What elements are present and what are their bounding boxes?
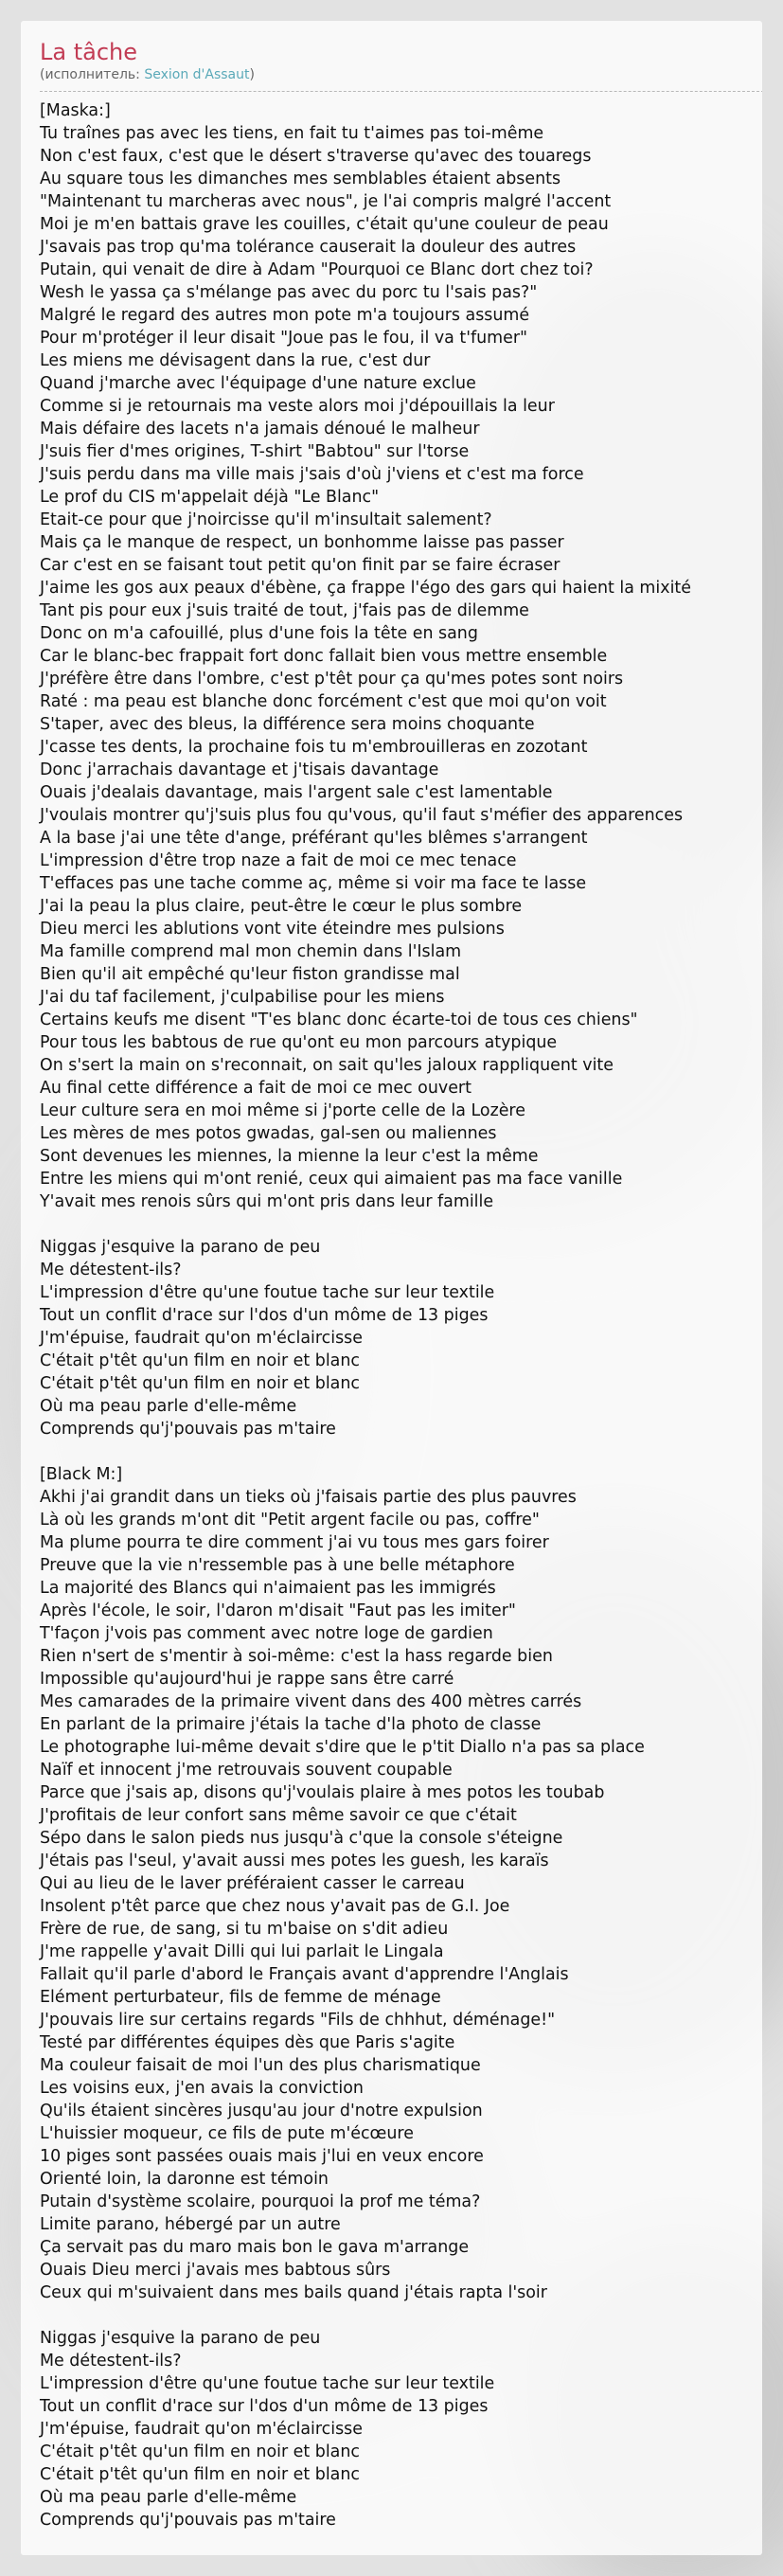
lyrics-line: La majorité des Blancs qui n'aimaient pas les immigrés xyxy=(40,1579,496,1598)
performer-link[interactable]: Sexion d'Assaut xyxy=(144,67,250,82)
lyrics-line: Raté : ma peau est blanche donc forcément c'est que moi qu'on voit xyxy=(40,692,607,711)
lyrics-line: On s'sert la main on s'reconnait, on sait qu'les jaloux rappliquent vite xyxy=(40,1056,614,1075)
lyrics-line: Putain, qui venait de dire à Adam "Pourquoi ce Blanc dort chez toi? xyxy=(40,260,594,279)
lyrics-line: Testé par différentes équipes dès que Paris s'agite xyxy=(40,2033,455,2052)
lyrics-line: Frère de rue, de sang, si tu m'baise on s'dit adieu xyxy=(40,1920,449,1939)
lyrics-line: C'était p'têt qu'un film en noir et blanc xyxy=(40,1374,360,1393)
lyrics-line: Qui au lieu de le laver préféraient casser le carreau xyxy=(40,1874,465,1893)
lyrics-line: J'suis perdu dans ma ville mais j'sais d'où j'viens et c'est ma force xyxy=(40,465,584,484)
lyrics-line: Qu'ils étaient sincères jusqu'au jour d'notre expulsion xyxy=(40,2102,483,2120)
lyrics-line: Mais ça le manque de respect, un bonhomme laisse pas passer xyxy=(40,533,564,552)
lyrics-line: Car c'est en se faisant tout petit qu'on finit par se faire écraser xyxy=(40,556,561,575)
lyrics-line: Ça servait pas du maro mais bon le gava m'arrange xyxy=(40,2238,470,2257)
lyrics-line: Impossible qu'aujourd'hui je rappe sans être carré xyxy=(40,1670,454,1689)
lyrics-line: Où ma peau parle d'elle-même xyxy=(40,1397,297,1416)
lyrics-line: T'façon j'vois pas comment avec notre loge de gardien xyxy=(40,1624,493,1643)
lyrics-line: Comme si je retournais ma veste alors moi j'dépouillais la leur xyxy=(40,397,555,416)
lyrics-blank-line xyxy=(40,1440,759,1463)
lyrics-line: C'était p'têt qu'un film en noir et blanc xyxy=(40,1351,360,1370)
lyrics-line: J'm'épuise, faudrait qu'on m'éclaircisse xyxy=(40,1329,363,1348)
lyrics-line: Leur culture sera en moi même si j'porte celle de la Lozère xyxy=(40,1101,525,1120)
lyrics-line: Donc on m'a cafouillé, plus d'une fois la tête en sang xyxy=(40,624,478,643)
lyrics-line: J'ai la peau la plus claire, peut-être le cœur le plus sombre xyxy=(40,897,523,916)
lyrics-line: Les mères de mes potos gwadas, gal-sen ou maliennes xyxy=(40,1124,497,1143)
lyrics-line: Tout un conflit d'race sur l'dos d'un môme de 13 piges xyxy=(40,1306,489,1325)
lyrics-line: Mais défaire des lacets n'a jamais dénoué le malheur xyxy=(40,420,480,438)
lyrics-line: Niggas j'esquive la parano de peu xyxy=(40,1238,321,1257)
lyrics-line: Me détestent-ils? xyxy=(40,2352,182,2370)
performer-label: исполнитель: xyxy=(44,67,140,82)
lyrics-line: J'voulais montrer qu'j'suis plus fou qu'vous, qu'il faut s'méfier des apparences xyxy=(40,806,684,825)
lyrics-line: Limite parano, hébergé par un autre xyxy=(40,2215,341,2234)
lyrics-line: [Black M:] xyxy=(40,1465,123,1484)
lyrics-line: L'impression d'être trop naze a fait de moi ce mec tenace xyxy=(40,851,517,870)
lyrics-line: C'était p'têt qu'un film en noir et blanc xyxy=(40,2442,360,2461)
lyrics-line: Où ma peau parle d'elle-même xyxy=(40,2488,297,2507)
lyrics-line: Le photographe lui-même devait s'dire que le p'tit Diallo n'a pas sa place xyxy=(40,1738,645,1757)
lyrics-line: Y'avait mes renois sûrs qui m'ont pris dans leur famille xyxy=(40,1192,494,1211)
lyrics-line: L'impression d'être qu'une foutue tache sur leur textile xyxy=(40,2374,495,2393)
lyrics-line: Moi je m'en battais grave les couilles, c'était qu'une couleur de peau xyxy=(40,215,609,234)
lyrics-line: Donc j'arrachais davantage et j'tisais davantage xyxy=(40,760,439,779)
lyrics-line: Putain d'système scolaire, pourquoi la prof me téma? xyxy=(40,2192,481,2211)
lyrics-line: Les voisins eux, j'en avais la conviction xyxy=(40,2079,364,2098)
lyrics-line: Ouais Dieu merci j'avais mes babtous sûrs xyxy=(40,2261,391,2280)
lyrics-line: Car le blanc-bec frappait fort donc fallait bien vous mettre ensemble xyxy=(40,647,608,666)
lyrics-line: Rien n'sert de s'mentir à soi-même: c'est la hass regarde bien xyxy=(40,1647,553,1666)
lyrics-line: Ceux qui m'suivaient dans mes bails quand j'étais rapta l'soir xyxy=(40,2283,547,2302)
lyrics-line: J'aime les gos aux peaux d'ébène, ça frappe l'égo des gars qui haient la mixité xyxy=(40,579,691,598)
lyrics-line: Preuve que la vie n'ressemble pas à une belle métaphore xyxy=(40,1556,515,1575)
lyrics-line: J'profitais de leur confort sans même savoir ce que c'était xyxy=(40,1806,517,1825)
lyrics-line: Niggas j'esquive la parano de peu xyxy=(40,2329,321,2348)
lyrics-text xyxy=(21,92,762,2531)
lyrics-line: Après l'école, le soir, l'daron m'disait "Faut pas les imiter" xyxy=(40,1601,516,1620)
lyrics-line: S'taper, avec des bleus, la différence sera moins choquante xyxy=(40,715,535,734)
lyrics-line: C'était p'têt qu'un film en noir et blanc xyxy=(40,2465,360,2484)
lyrics-line: L'huissier moqueur, ce fils de pute m'écœure xyxy=(40,2124,414,2143)
lyrics-blank-line xyxy=(40,1213,759,1236)
lyrics-line: Le prof du CIS m'appelait déjà "Le Blanc" xyxy=(40,488,380,507)
lyrics-line: Tu traînes pas avec les tiens, en fait tu t'aimes pas toi-même xyxy=(40,124,544,143)
lyrics-line: A la base j'ai une tête d'ange, préférant qu'les blêmes s'arrangent xyxy=(40,829,588,848)
lyrics-line: J'casse tes dents, la prochaine fois tu m'embrouilleras en zozotant xyxy=(40,738,588,757)
lyrics-line: Tant pis pour eux j'suis traité de tout, j'fais pas de dilemme xyxy=(40,601,529,620)
lyrics-line: Ma couleur faisait de moi l'un des plus charismatique xyxy=(40,2056,481,2075)
lyrics-line: Dieu merci les ablutions vont vite éteindre mes pulsions xyxy=(40,920,505,939)
lyrics-line: Bien qu'il ait empêché qu'leur fiston grandisse mal xyxy=(40,965,460,984)
lyrics-line: Au final cette différence a fait de moi ce mec ouvert xyxy=(40,1079,472,1098)
lyrics-card xyxy=(21,21,762,2555)
lyrics-line: Parce que j'sais ap, disons qu'j'voulais plaire à mes potos les toubab xyxy=(40,1783,605,1802)
lyrics-line: Insolent p'têt parce que chez nous y'avait pas de G.I. Joe xyxy=(40,1897,510,1916)
lyrics-line: Ma plume pourra te dire comment j'ai vu tous mes gars foirer xyxy=(40,1533,549,1552)
lyrics-line: T'effaces pas une tache comme aç, même si voir ma face te lasse xyxy=(40,874,587,893)
song-title: La tâche xyxy=(40,39,137,65)
lyrics-line: 10 piges sont passées ouais mais j'lui en veux encore xyxy=(40,2147,484,2166)
lyrics-line: J'préfère être dans l'ombre, c'est p'têt pour ça qu'mes potes sont noirs xyxy=(40,670,624,689)
lyrics-line: Là où les grands m'ont dit "Petit argent facile ou pas, coffre" xyxy=(40,1511,540,1530)
lyrics-line: Etait-ce pour que j'noircisse qu'il m'insultait salement? xyxy=(40,510,492,529)
lyrics-line: Mes camarades de la primaire vivent dans des 400 mètres carrés xyxy=(40,1692,582,1711)
lyrics-line: Pour m'protéger il leur disait "Joue pas le fou, il va t'fumer" xyxy=(40,329,528,348)
lyrics-line: Ma famille comprend mal mon chemin dans l'Islam xyxy=(40,942,462,961)
lyrics-line: Au square tous les dimanches mes semblables étaient absents xyxy=(40,170,561,188)
lyrics-blank-line xyxy=(40,2304,759,2327)
lyrics-line: [Maska:] xyxy=(40,101,111,120)
lyrics-line: Les miens me dévisagent dans la rue, c'est dur xyxy=(40,351,431,370)
lyrics-line: J'pouvais lire sur certains regards "Fils de chhhut, déménage!" xyxy=(40,2011,556,2030)
lyrics-line: J'étais pas l'seul, y'avait aussi mes potes les guesh, les karaïs xyxy=(40,1852,549,1870)
lyrics-line: Akhi j'ai grandit dans un tieks où j'faisais partie des plus pauvres xyxy=(40,1488,577,1507)
lyrics-line: Malgré le regard des autres mon pote m'a toujours assumé xyxy=(40,306,530,325)
song-meta: (исполнитель: Sexion d'Assaut) xyxy=(40,67,255,82)
lyrics-line: Certains keufs me disent "T'es blanc donc écarte-toi de tous ces chiens" xyxy=(40,1011,638,1029)
lyrics-line: Pour tous les babtous de rue qu'ont eu mon parcours atypique xyxy=(40,1033,558,1052)
lyrics-line: Me détestent-ils? xyxy=(40,1261,182,1279)
lyrics-line: L'impression d'être qu'une foutue tache sur leur textile xyxy=(40,1283,495,1302)
lyrics-line: J'savais pas trop qu'ma tolérance causerait la douleur des autres xyxy=(40,238,577,257)
lyrics-line: J'm'épuise, faudrait qu'on m'éclaircisse xyxy=(40,2420,363,2439)
lyrics-line: Non c'est faux, c'est que le désert s'traverse qu'avec des touaregs xyxy=(40,147,592,166)
lyrics-line: Sépo dans le salon pieds nus jusqu'à c'que la console s'éteigne xyxy=(40,1829,563,1848)
lyrics-line: Quand j'marche avec l'équipage d'une nature exclue xyxy=(40,374,476,393)
lyrics-line: J'ai du taf facilement, j'culpabilise pour les miens xyxy=(40,988,445,1007)
lyrics-line: Ouais j'dealais davantage, mais l'argent sale c'est lamentable xyxy=(40,783,553,802)
lyrics-line: Orienté loin, la daronne est témoin xyxy=(40,2170,329,2189)
lyrics-line: Sont devenues les miennes, la mienne la leur c'est la même xyxy=(40,1147,539,1166)
lyrics-line: Wesh le yassa ça s'mélange pas avec du porc tu l'sais pas?" xyxy=(40,283,538,302)
lyrics-line: Comprends qu'j'pouvais pas m'taire xyxy=(40,2511,336,2530)
lyrics-line: Tout un conflit d'race sur l'dos d'un môme de 13 piges xyxy=(40,2397,489,2416)
lyrics-line: J'me rappelle y'avait Dilli qui lui parlait le Lingala xyxy=(40,1942,444,1961)
lyrics-line: Comprends qu'j'pouvais pas m'taire xyxy=(40,1420,336,1439)
lyrics-line: En parlant de la primaire j'étais la tache d'la photo de classe xyxy=(40,1715,542,1734)
lyrics-line: "Maintenant tu marcheras avec nous", je l'ai compris malgré l'accent xyxy=(40,192,612,211)
lyrics-line: Fallait qu'il parle d'abord le Français avant d'apprendre l'Anglais xyxy=(40,1965,569,1984)
lyrics-line: Entre les miens qui m'ont renié, ceux qui aimaient pas ma face vanille xyxy=(40,1170,623,1189)
lyrics-line: Elément perturbateur, fils de femme de ménage xyxy=(40,1988,441,2007)
lyrics-line: J'suis fier d'mes origines, T-shirt "Babtou" sur l'torse xyxy=(40,442,470,461)
song-header xyxy=(21,21,762,83)
lyrics-line: Naïf et innocent j'me retrouvais souvent coupable xyxy=(40,1761,453,1780)
